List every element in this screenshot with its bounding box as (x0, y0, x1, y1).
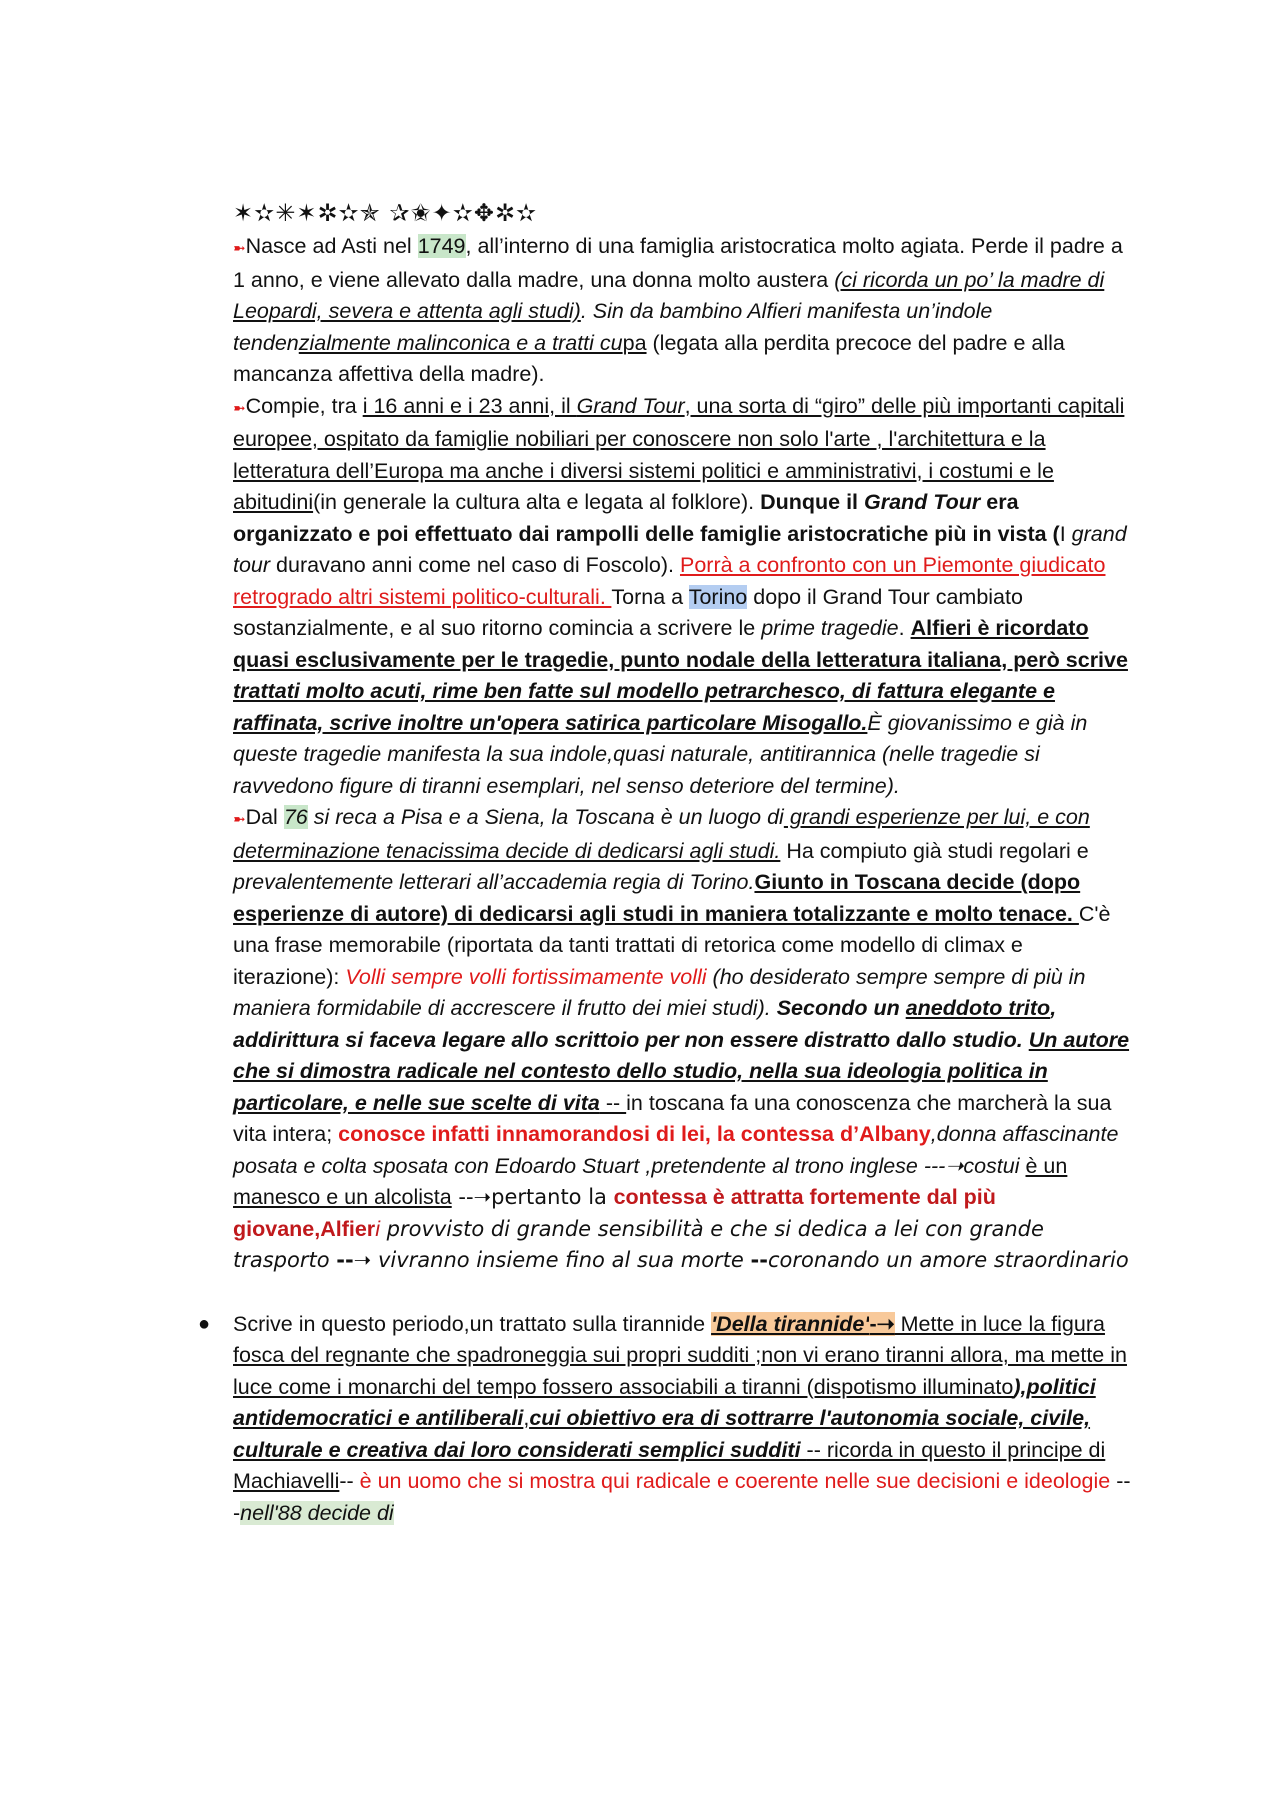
text: provvisto di grande sensibilità e che si dedica a lei con grande trasporto (233, 1216, 1044, 1272)
text: --➝pertanto la (451, 1185, 614, 1209)
text: Torna a (611, 584, 689, 609)
paragraph-birth (233, 231, 1133, 391)
text: coronando un amore straordinario (767, 1248, 1129, 1272)
text: -- ricorda in questo il principe di Machiavelli (233, 1437, 1106, 1493)
text-red-confronto: Porrà a confronto con un Piemonte giudicato retrogrado altri sistemi politico-culturali. (233, 553, 1106, 609)
text: cui obiettivo era di sottrarre l'autonomia sociale, civile, culturale e creativa dai loro considerati semplici sudditi (233, 1406, 1091, 1462)
text: , addirittura si faceva legare allo scrittoio per non essere distratto dallo studio. (233, 996, 1057, 1052)
text: ,donna affascinante posata e colta sposata con Edoardo Stuart ,pretendente al trono inglese ---➝costui (233, 1122, 1119, 1178)
arrow-icon: ➼ (233, 240, 246, 257)
text: duravano anni come nel caso di Foscolo). (270, 553, 680, 577)
text: aneddoto trito (905, 996, 1051, 1020)
text: , una sorta di “giro” delle più importanti capitali europee, ospitato da famiglie nobiliari per conoscere non solo l'arte , l'architettura e la letteratura dell’Europa ma anche i diversi sistemi politici e amministrativi, i costumi e le abitudini (233, 393, 1125, 514)
text: in toscana fa una conoscenza che marcherà la sua vita intera; (233, 1090, 1112, 1146)
text: era organizzato e poi effettuato dai rampolli delle famiglie aristocratiche più in vista ( (233, 490, 1060, 546)
text-red-quote: Volli sempre volli fortissimamente volli (345, 964, 707, 989)
text: i (375, 1216, 380, 1241)
text: , all’interno di una famiglia aristocratica molto agiata. Perde il padre a 1 anno, e viene allevato dalla madre, una donna molto austera (233, 234, 1123, 292)
text: è un manesco e un alcolista (233, 1153, 1068, 1209)
text: Nasce ad Asti nel (245, 234, 418, 258)
text: Dal (245, 805, 284, 829)
bullet-item-tirannide (198, 1309, 1133, 1530)
text: zialmente malinconica e a tratti cu (298, 330, 623, 355)
arrow-icon: ➼ (233, 811, 246, 828)
text: --- (233, 1469, 1131, 1525)
text: --➝ (336, 1248, 372, 1272)
text: -➝ (869, 1311, 895, 1336)
text: ),politici antidemocratici e antiliberali (233, 1374, 1096, 1430)
text: (legata alla perdita precoce del padre e alla mancanza affettiva della madre). (233, 330, 1065, 386)
text: -- (750, 1248, 768, 1272)
bullet-text (233, 1309, 1133, 1530)
text: , (523, 1406, 530, 1430)
text: Dunque il (760, 490, 864, 514)
highlight-torino: Torino (688, 584, 748, 609)
bullet-icon: ● (198, 1312, 211, 1335)
text: i 16 anni e i 23 anni, il (362, 393, 577, 418)
text: I (1059, 521, 1072, 546)
text: . Sin da bambino Alfieri manifesta un’indole tenden (233, 299, 993, 355)
text-red-contessa: contessa è attratta fortemente dal più giovane,Alfier (233, 1185, 996, 1241)
highlight-year-76: 76 (283, 805, 308, 829)
text: Un autore che si dimostra radicale nel contesto dello studio, nella sua ideologia politica in particolare, e nelle sue scelte di vita (233, 1027, 1130, 1115)
text: Grand Tour (576, 393, 685, 418)
text: prevalentemente letterari all’accademia regia di Torino. (233, 870, 755, 894)
text: Ha compiuto già studi regolari e (780, 838, 1089, 863)
text: C'è una frase memorabile (riportata da tanti trattati di retorica come modello di climax e iterazione): (233, 901, 1111, 989)
text-red-albany: conosce infatti innamorandosi di lei, la contessa d’Albany (338, 1122, 931, 1146)
text: (in generale la cultura alta e legata al folklore). (313, 490, 761, 514)
document-page (198, 195, 1133, 1529)
text: grandi esperienze per lui, e con determinazione tenacissima decide di dedicarsi agli studi. (233, 805, 1090, 863)
text-leopardi-note: (ci ricorda un po’ la madre di Leopardi, severa e attenta agli studi) (233, 267, 1105, 323)
paragraph-grand-tour (233, 391, 1133, 803)
text: vivranno insieme fino al sua morte (371, 1248, 751, 1272)
highlight-year: 1749 (417, 234, 466, 258)
paragraph-toscana (233, 802, 1133, 1277)
text: trattati molto acuti, rime ben fatte sul modello petrarchesco, di fattura elegante e raffinata, scrive inoltre un'opera satirica particolare Misogallo. (233, 679, 1055, 735)
highlight-della-tirannide: 'Della tirannide' (711, 1311, 870, 1336)
text: si reca a Pisa e a Siena, la Toscana è un luogo di (307, 805, 784, 829)
text: È giovanissimo e già in queste tragedie manifesta la sua indole,quasi naturale, antitirannica (nelle tragedie si ravvedono figure di tiranni esemplari, nel senso deteriore del termine). (233, 710, 1088, 798)
text: grand tour (233, 521, 1127, 577)
text: Compie, tra (245, 393, 363, 418)
text: -- (599, 1090, 627, 1115)
text: (ho desiderato sempre sempre di più in maniera formidabile di accrescere il frutto dei miei studi). (233, 964, 1086, 1020)
text-red-radicale: è un uomo che si mostra qui radicale e coerente nelle sue decisioni e ideologie (359, 1469, 1111, 1493)
text: dopo il Grand Tour cambiato sostanzialmente, e al suo ritorno comincia a scrivere le (233, 584, 1023, 640)
text: Secondo un (776, 996, 906, 1020)
text: Alfieri è ricordato quasi esclusivamente per le tragedie, punto nodale della letteratura italiana, però scrive (233, 616, 1128, 672)
arrow-icon: ➼ (233, 399, 246, 417)
text: . (898, 616, 911, 640)
text: prime tragedie (761, 616, 899, 640)
text: Grand Tour (864, 490, 981, 514)
highlight-nell88: nell'88 decide di (240, 1500, 394, 1525)
text: -- (339, 1469, 360, 1493)
text: Giunto in Toscana decide (dopo esperienze di autore) di dedicarsi agli studi in maniera totalizzante e molto tenace. (233, 870, 1081, 926)
text: pa (622, 330, 647, 355)
section-title: ✶✫✳✶✲✫✯ ✰✬✦✫✥✲✫ (233, 199, 538, 227)
text: Scrive in questo periodo,un trattato sulla tirannide (233, 1311, 712, 1336)
text: Mette in luce la figura fosca del regnante che spadroneggia sui propri sudditi ;non vi erano tiranni allora, ma mette in luce come i monarchi del tempo fossero associabili a tiranni (dispotismo illuminato (233, 1311, 1127, 1399)
